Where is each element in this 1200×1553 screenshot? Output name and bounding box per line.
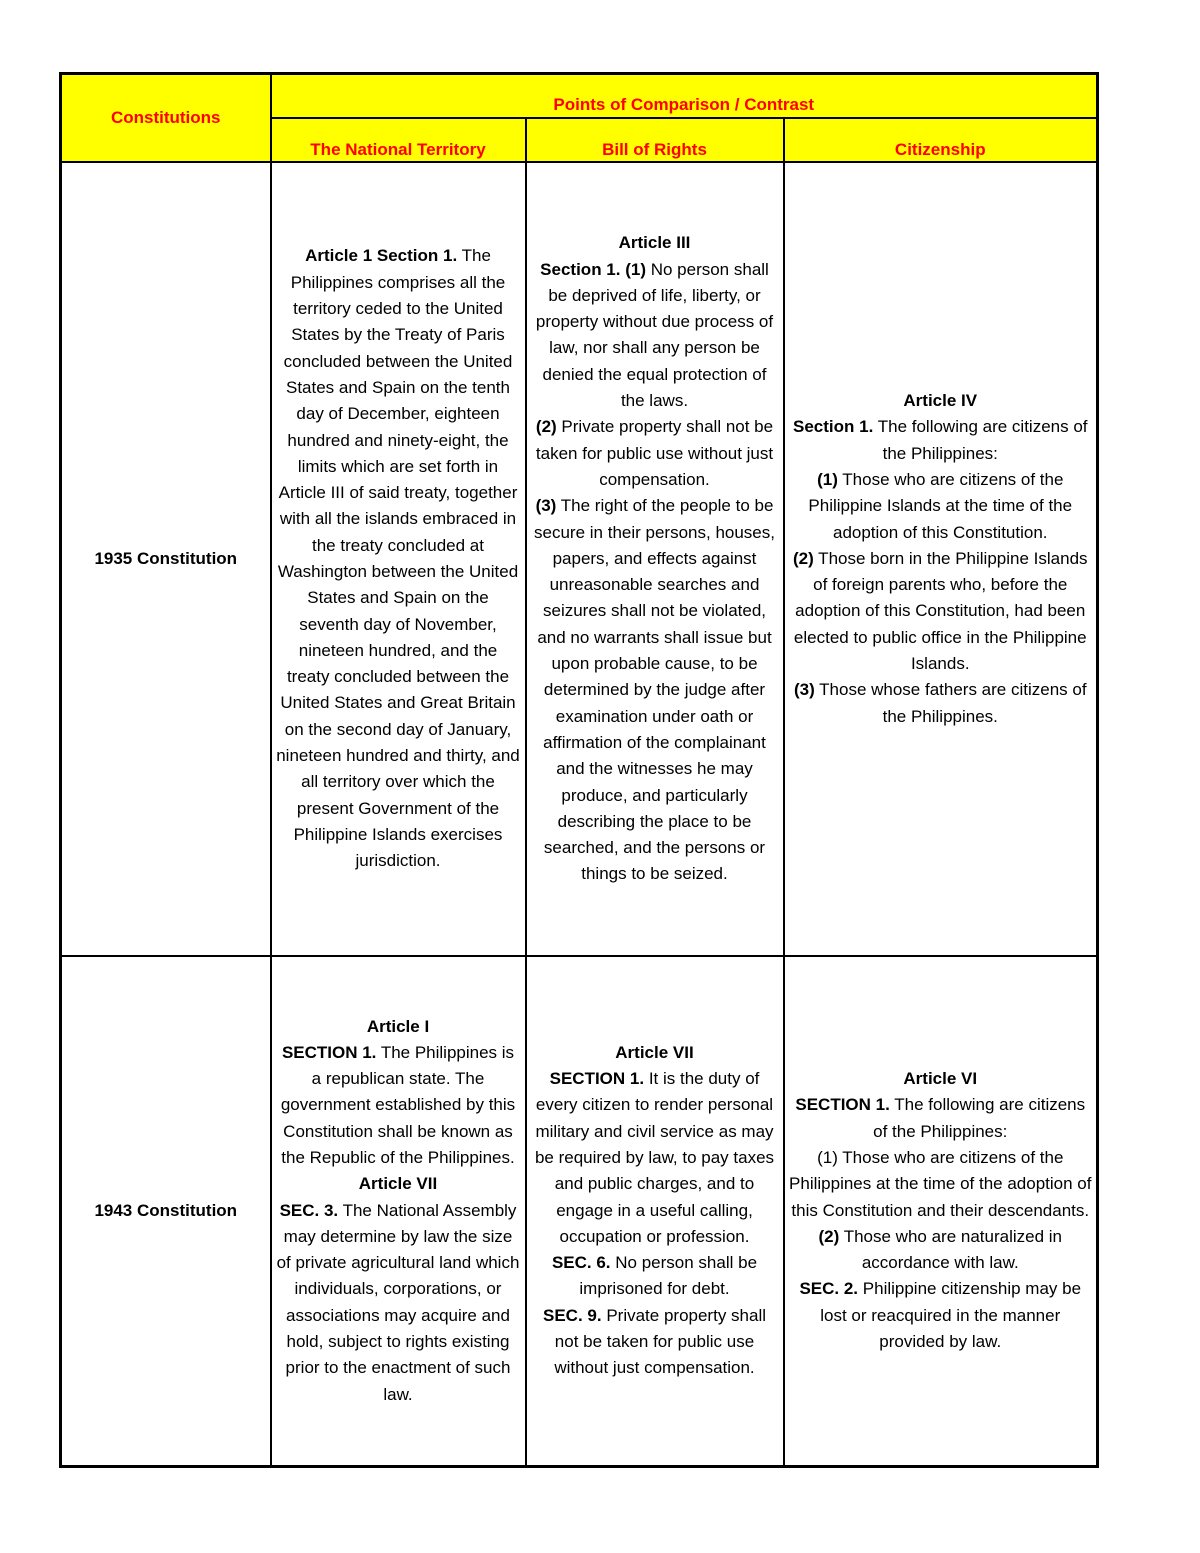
cell-paragraph (531, 414, 779, 493)
bold-run: SEC. 9. (543, 1305, 602, 1325)
cell-paragraph (276, 1198, 521, 1408)
constitutions-header: Constitutions (61, 74, 271, 163)
cell-paragraph (789, 1066, 1093, 1092)
cell-paragraph (789, 1092, 1093, 1145)
row-label-1935: 1935 Constitution (61, 162, 271, 956)
bold-run: SEC. 2. (799, 1279, 859, 1299)
bold-run: Section 1. (793, 417, 874, 437)
cell-paragraph (531, 257, 779, 415)
citizenship-cell-1943 (784, 956, 1098, 1466)
table-row-1943 (61, 956, 1098, 1466)
text-run: Private property shall not be taken for public use without just compensation. (535, 417, 774, 489)
bill-of-rights-header: Bill of Rights (526, 118, 784, 162)
bold-run: (2) (818, 1226, 840, 1246)
bold-run: Article VII (358, 1174, 438, 1194)
bold-run: SECTION 1. (795, 1095, 890, 1115)
text-run: No person shall be imprisoned for debt. (579, 1253, 758, 1299)
bold-run: (3) (535, 496, 557, 516)
bold-run: Article III (618, 233, 691, 253)
cell-paragraph (789, 1145, 1093, 1224)
cell-paragraph (531, 230, 779, 256)
bold-run: Section 1. (1) (540, 259, 646, 279)
cell-paragraph (789, 1224, 1093, 1277)
text-run: The Philippines is a republican state. The government established by this Constitution shall be known as the Republic of the Philippines. (280, 1042, 516, 1167)
bold-run: Article 1 Section 1. (305, 246, 458, 266)
header-row-top (61, 74, 1098, 119)
comparison-table (59, 72, 1099, 1468)
cell-paragraph (789, 677, 1093, 730)
cell-paragraph (276, 243, 521, 874)
cell-paragraph (789, 546, 1093, 677)
cell-paragraph (531, 1040, 779, 1066)
text-run: Those who are naturalized in accordance with law. (839, 1226, 1062, 1273)
cell-paragraph (789, 388, 1093, 414)
bold-run: SECTION 1. (281, 1042, 377, 1062)
bold-run: Article I (366, 1016, 430, 1036)
rights-cell-1935 (526, 162, 784, 956)
text-run: Philippine citizenship may be lost or reacquired in the manner provided by law. (820, 1279, 1082, 1352)
cell-paragraph (531, 1303, 779, 1382)
rights-cell-1943 (526, 956, 784, 1466)
bold-run: SEC. 3. (279, 1200, 339, 1220)
cell-paragraph (531, 1250, 779, 1303)
cell-paragraph (531, 493, 779, 887)
table-row-1935 (61, 162, 1098, 956)
national-territory-header: The National Territory (271, 118, 526, 162)
text-run: Those born in the Philippine Islands of foreign parents who, before the adoption of this Constitution, had been elected to public office in the Philippine Islands. (793, 548, 1088, 674)
text-run: It is the duty of every citizen to render personal military and civil service as may be required by law, to pay taxes and public charges, and to engage in a useful calling, occupation or profession. (534, 1069, 775, 1246)
cell-paragraph (531, 1066, 779, 1250)
cell-paragraph (789, 414, 1093, 467)
cell-paragraph (789, 467, 1093, 546)
bold-run: (1) (817, 469, 838, 489)
text-run: The National Assembly may determine by law the size of private agricultural land which individuals, corporations, or associations may acquire and hold, subject to rights existing prior to the enactment of such law. (276, 1200, 520, 1404)
text-run: The right of the people to be secure in their persons, houses, papers, and effects against unreasonable searches and seizures shall not be violated, and no warrants shall issue but upon probable cause, to be determined by the judge after examination under oath or affirmation of the complainant and the witnesses he may produce, and particularly describing the place to be searched, and the persons or things to be seized. (534, 496, 775, 884)
territory-cell-1943 (271, 956, 526, 1466)
text-run: Those who are citizens of the Philippine Islands at the time of the adoption of this Constitution. (808, 469, 1073, 542)
bold-run: Article VI (903, 1069, 978, 1089)
territory-cell-1935 (271, 162, 526, 956)
text-run: (1) Those who are citizens of the Philippines at the time of the adoption of this Constitution and their descendants. (789, 1148, 1092, 1220)
row-label-1943: 1943 Constitution (61, 956, 271, 1466)
cell-paragraph (276, 1171, 521, 1197)
text-run: Private property shall not be taken for public use without just compensation. (554, 1305, 766, 1378)
bold-run: SEC. 6. (551, 1253, 611, 1273)
text-run: The following are citizens of the Philippines: (873, 417, 1088, 463)
text-run: No person shall be deprived of life, liberty, or property without due process of law, nor shall any person be denied the equal protection of the laws. (535, 259, 774, 411)
bold-run: SECTION 1. (549, 1069, 645, 1089)
points-of-comparison-header: Points of Comparison / Contrast (271, 74, 1098, 119)
citizenship-cell-1935 (784, 162, 1098, 956)
cell-paragraph (276, 1014, 521, 1040)
bold-run: (3) (793, 680, 815, 700)
cell-paragraph (276, 1040, 521, 1171)
citizenship-header: Citizenship (784, 118, 1098, 162)
bold-run: (2) (792, 548, 814, 568)
text-run: The Philippines comprises all the territory ceded to the United States by the Treaty of Paris concluded between the United States and Spain on the tenth day of December, eighteen hundred and ninety-eight, the limits which are set forth in Article III of said treaty, together with all the islands embraced in the treaty concluded at Washington between the United States and Spain on the seventh day of November, nineteen hundred, and the treaty concluded between the United States and Great Britain on the second day of January, nineteen hundred and thirty, and all territory over which the present Government of the Philippine Islands exercises jurisdiction. (276, 246, 520, 871)
text-run: The following are citizens of the Philippines: (873, 1095, 1086, 1141)
bold-run: Article IV (903, 391, 978, 411)
text-run: Those whose fathers are citizens of the Philippines. (814, 680, 1087, 726)
bold-run: Article VII (615, 1042, 694, 1062)
bold-run: (2) (535, 417, 557, 437)
cell-paragraph (789, 1276, 1093, 1355)
